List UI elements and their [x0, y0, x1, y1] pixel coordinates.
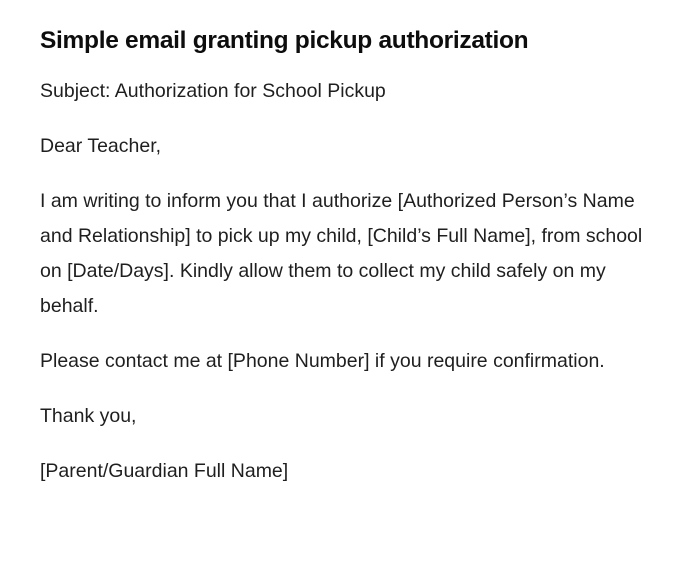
- email-greeting: Dear Teacher,: [40, 135, 162, 157]
- email-closing: Thank you,: [40, 405, 137, 427]
- email-body-paragraph-1: I am writing to inform you that I authorize [Authorized Person’s Name and Relationship] to pick up my child, [Child’s Full Name], from school on [Date/Days]. Kindly allow them to collect my child safely on my behalf.: [40, 190, 643, 317]
- email-body-paragraph-2: Please contact me at [Phone Number] if you require confirmation.: [40, 350, 605, 372]
- email-subject: Subject: Authorization for School Pickup: [40, 80, 386, 102]
- document-title: Simple email granting pickup authorization: [40, 27, 529, 54]
- email-signature: [Parent/Guardian Full Name]: [40, 460, 289, 482]
